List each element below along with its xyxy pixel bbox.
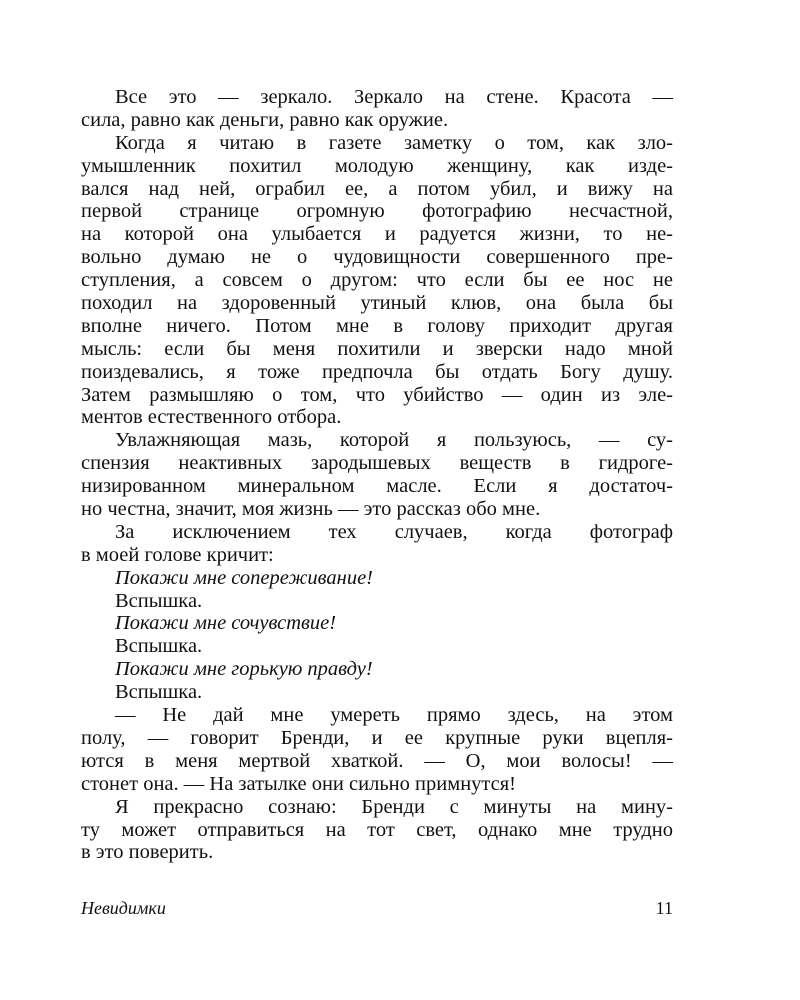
running-title: Невидимки xyxy=(81,898,166,918)
text-line: низированном минеральном масле. Если я достаточ- xyxy=(81,475,673,498)
text-line: Покажи мне сочувствие! xyxy=(115,612,337,635)
text-line: ту может отправиться на тот свет, однако мне трудно xyxy=(81,818,673,841)
text-line: первой странице огромную фотографию несчастной, xyxy=(81,200,673,223)
text-line: мысль: если бы меня похитили и зверски надо мной xyxy=(81,337,673,360)
text-line: Все это — зеркало. Зеркало на стене. Красота — xyxy=(115,86,673,108)
text-line: в моей голове кричит: xyxy=(81,543,274,566)
text-line: Я прекрасно сознаю: Бренди с минуты на мину- xyxy=(115,795,673,818)
text-line: на которой она улыбается и радуется жизни, то не- xyxy=(81,223,673,246)
page-footer xyxy=(81,896,673,920)
text-line: поиздевались, я тоже предпочла бы отдать Богу душу. xyxy=(81,360,673,383)
text-line: в это поверить. xyxy=(81,841,214,864)
text-line: Затем размышляю о том, что убийство — один из эле- xyxy=(81,383,673,406)
text-line: — Не дай мне умереть прямо здесь, на этом xyxy=(115,704,673,727)
text-line: вался над ней, ограбил ее, а потом убил, и вижу на xyxy=(81,177,673,200)
text-line: но честна, значит, моя жизнь — это рассказ обо мне. xyxy=(81,498,541,521)
text-line: Когда я читаю в газете заметку о том, как зло- xyxy=(115,131,673,154)
text-line: Вспышка. xyxy=(115,681,203,704)
text-line: ментов естественного отбора. xyxy=(81,406,342,429)
text-line: ступления, а совсем о другом: что если бы ее нос не xyxy=(81,269,673,292)
text-line: сила, равно как деньги, равно как оружие. xyxy=(81,108,449,131)
text-line: Вспышка. xyxy=(115,589,203,612)
text-line: вольно думаю не о чудовищности совершенного пре- xyxy=(81,246,673,269)
text-line: Увлажняющая мазь, которой я пользуюсь, — су- xyxy=(115,429,673,452)
text-line: спензия неактивных зародышевых веществ в гидроге- xyxy=(81,452,673,475)
text-line: стонет она. — На затылке они сильно примнутся! xyxy=(81,772,516,795)
text-line: За исключением тех случаев, когда фотограф xyxy=(115,520,673,543)
text-line: Вспышка. xyxy=(115,635,203,658)
page-number: 11 xyxy=(655,898,673,918)
text-line: полу, — говорит Бренди, и ее крупные руки вцепля- xyxy=(81,726,673,749)
text-line: вполне ничего. Потом мне в голову приходит другая xyxy=(81,314,673,337)
text-line: ются в меня мертвой хваткой. — О, мои волосы! — xyxy=(81,749,673,772)
text-line: умышленник похитил молодую женщину, как изде- xyxy=(81,154,673,177)
text-line: Покажи мне горькую правду! xyxy=(115,658,373,681)
text-line: походил на здоровенный утиный клюв, она была бы xyxy=(81,292,673,315)
text-line: Покажи мне сопереживание! xyxy=(115,566,374,589)
page-body xyxy=(81,86,673,864)
